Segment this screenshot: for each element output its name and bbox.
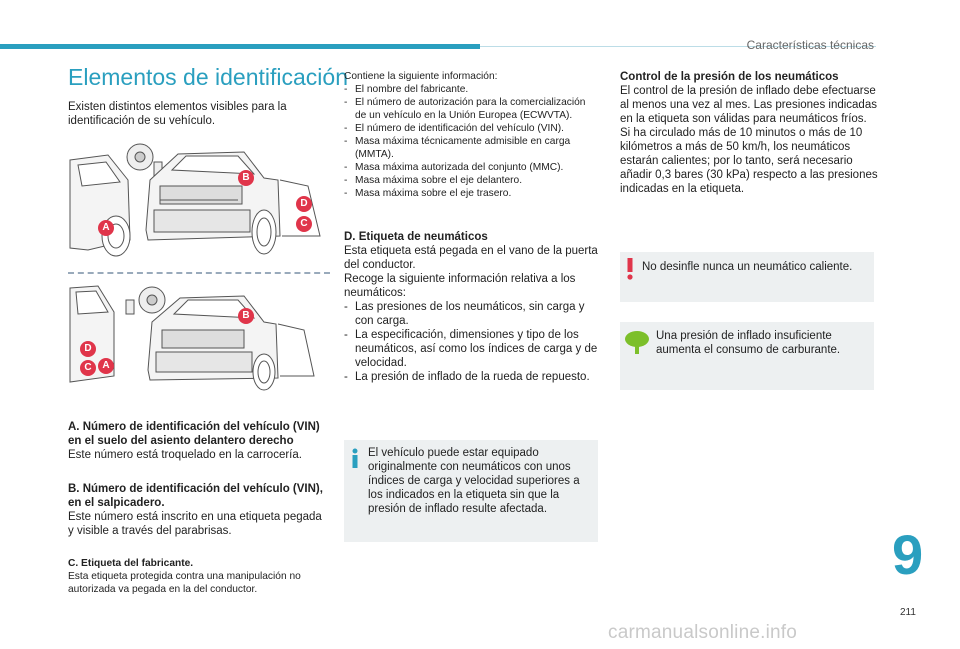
list-item: - La presión de inflado de la rueda de repuesto. bbox=[344, 370, 600, 384]
pressure-control-body: El control de la presión de inflado debe efectuarse al menos una vez al mes. Las presiones indicadas en la etiqueta son válidas para neumáticos fríos. Si ha circulado más de 10 minutos o más de 10 kilómetros a más de 50 km/h, los neumáticos estarán calientes; por lo tanto, será necesario añadir 0,3 bares (30 kPa) respecto a las presiones indicadas en la etiqueta. bbox=[620, 85, 878, 195]
eco-tree-icon bbox=[624, 330, 650, 359]
list-item: - Masa máxima sobre el eje trasero. bbox=[344, 187, 598, 200]
section-a-heading: A. Número de identificación del vehículo (VIN) en el suelo del asiento delantero derecho bbox=[68, 421, 320, 447]
label-b-bottom: B bbox=[238, 308, 254, 324]
list-item: - Masa máxima autorizada del conjunto (MMC). bbox=[344, 161, 598, 174]
page-number: 211 bbox=[900, 607, 916, 618]
label-b-top: B bbox=[238, 170, 254, 186]
list-item: - El número de identificación del vehículo (VIN). bbox=[344, 122, 598, 135]
car-drawing-top bbox=[68, 140, 330, 268]
contains-block bbox=[344, 70, 598, 200]
warning-box-text: No desinfle nunca un neumático caliente. bbox=[642, 261, 853, 273]
section-d bbox=[344, 230, 600, 384]
section-d-list bbox=[344, 300, 600, 384]
contains-list bbox=[344, 83, 598, 200]
section-a-body: Este número está troquelado en la carrocería. bbox=[68, 449, 302, 461]
label-a-bottom: A bbox=[98, 358, 114, 374]
section-a bbox=[68, 420, 330, 462]
intro-text: Existen distintos elementos visibles para la identificación de su vehículo. bbox=[68, 101, 287, 127]
pressure-control-heading: Control de la presión de los neumáticos bbox=[620, 71, 839, 83]
section-c-body: Esta etiqueta protegida contra una manipulación no autorizada va pegada en la del conductor. bbox=[68, 571, 301, 595]
label-c-top: C bbox=[296, 216, 312, 232]
section-b-body: Este número está inscrito en una etiqueta pegada y visible a través del parabrisas. bbox=[68, 511, 322, 537]
chapter-number: 9 bbox=[892, 523, 924, 586]
label-d-bottom: D bbox=[80, 341, 96, 357]
info-box-text: El vehículo puede estar equipado originalmente con neumáticos con unos índices de carga y velocidad superiores a los indicados en la etiqueta sin que la presión de inflado resulte afectada. bbox=[368, 447, 580, 515]
section-c bbox=[68, 557, 332, 596]
contains-intro: Contiene la siguiente información: bbox=[344, 71, 498, 82]
list-item: - Masa máxima técnicamente admisible en carga (MMTA). bbox=[344, 135, 598, 161]
eco-box-text: Una presión de inflado insuficiente aumenta el consumo de carburante. bbox=[656, 330, 841, 356]
header-accent-bar bbox=[0, 44, 480, 49]
car-drawing-bottom bbox=[68, 282, 330, 392]
watermark: carmanualsonline.info bbox=[608, 622, 798, 643]
list-item: - Las presiones de los neumáticos, sin carga y con carga. bbox=[344, 300, 600, 328]
section-d-body2: Recoge la siguiente información relativa a los neumáticos: bbox=[344, 273, 576, 299]
list-item: - El nombre del fabricante. bbox=[344, 83, 598, 96]
illustration-separator bbox=[68, 272, 330, 274]
list-item: - Masa máxima sobre el eje delantero. bbox=[344, 174, 598, 187]
section-d-body1: Esta etiqueta está pegada en el vano de la puerta del conductor. bbox=[344, 245, 598, 271]
section-d-heading: D. Etiqueta de neumáticos bbox=[344, 231, 488, 243]
info-icon bbox=[350, 448, 360, 473]
page-title: Elementos de identificación bbox=[68, 64, 348, 90]
label-a-top: A bbox=[98, 220, 114, 236]
section-c-heading: C. Etiqueta del fabricante. bbox=[68, 558, 194, 569]
car-illustration-top bbox=[68, 140, 328, 268]
list-item: - La especificación, dimensiones y tipo de los neumáticos, así como los índices de carga y de velocidad. bbox=[344, 328, 600, 370]
section-b-heading: B. Número de identificación del vehículo (VIN), en el salpicadero. bbox=[68, 483, 323, 509]
warning-icon bbox=[626, 258, 634, 285]
pressure-control bbox=[620, 70, 878, 196]
section-title: Características técnicas bbox=[746, 38, 874, 52]
section-b bbox=[68, 482, 330, 538]
car-illustration-bottom bbox=[68, 282, 328, 392]
list-item: - El número de autorización para la comercialización de un vehículo en la Unión Europea (ECWVTA). bbox=[344, 96, 598, 122]
label-d-top: D bbox=[296, 196, 312, 212]
label-c-bottom: C bbox=[80, 360, 96, 376]
